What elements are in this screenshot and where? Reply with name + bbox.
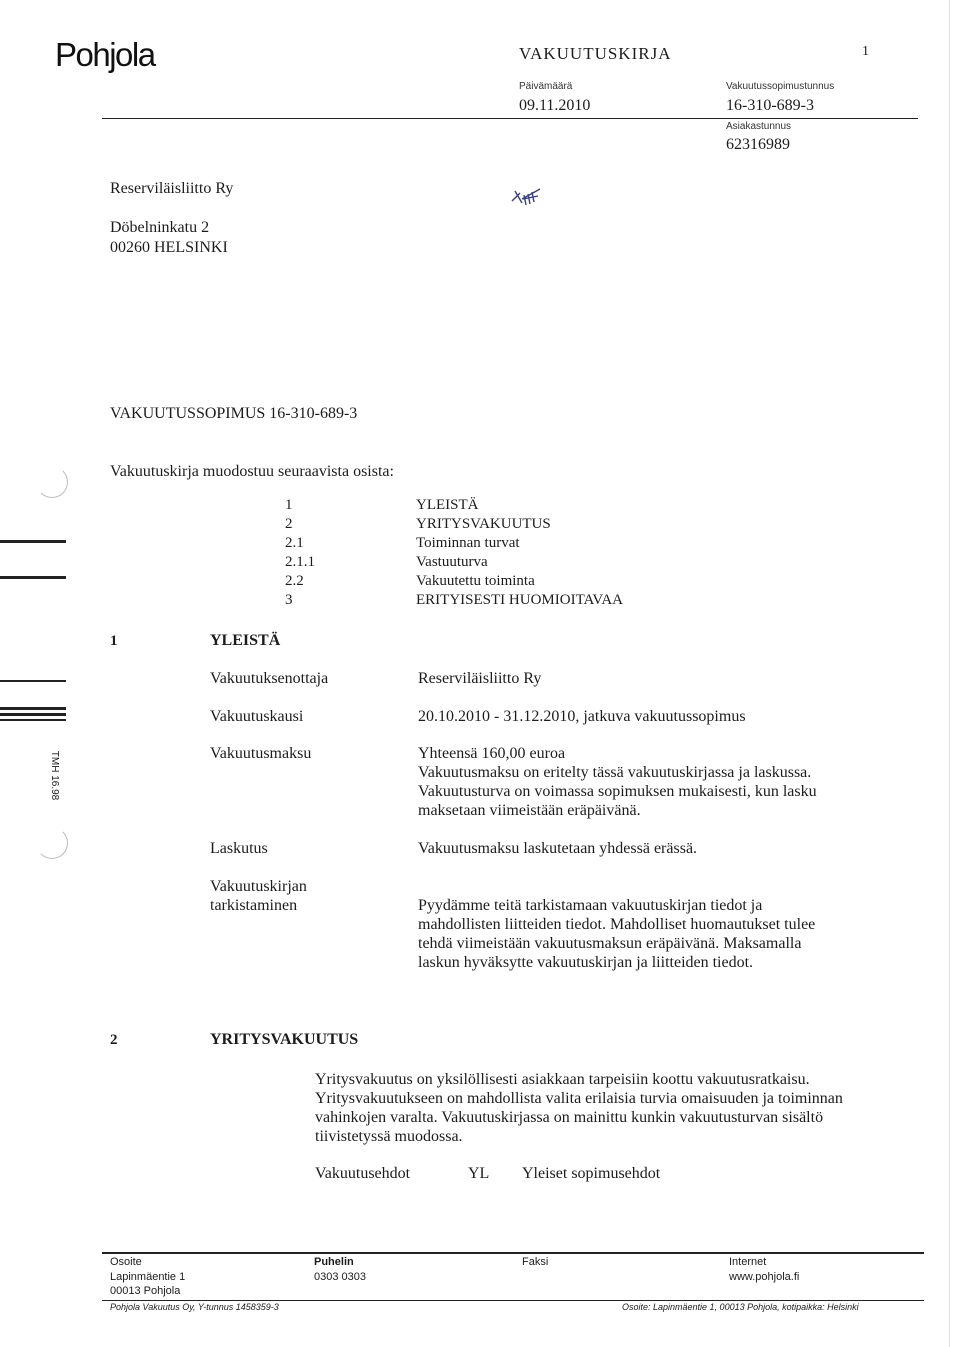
footer-address-label: Osoite xyxy=(110,1256,142,1268)
section2-body-line: tiivistetyssä muodossa. xyxy=(315,1128,463,1145)
check-label: Vakuutuskirjan xyxy=(210,878,307,895)
toc-title: YRITYSVAKUUTUS xyxy=(416,516,551,532)
section2-title: YRITYSVAKUUTUS xyxy=(210,1031,359,1048)
date-value: 09.11.2010 xyxy=(519,97,591,114)
check-label: tarkistaminen xyxy=(210,897,298,914)
recipient-city: 00260 HELSINKI xyxy=(110,239,228,256)
toc-title: Vastuuturva xyxy=(416,554,488,570)
premium-line: Vakuutusmaksu on eritelty tässä vakuutuskirjassa ja laskussa. xyxy=(418,764,812,781)
margin-mark xyxy=(0,576,66,579)
footer-domicile-info: Osoite: Lapinmäentie 1, 00013 Pohjola, kotipaikka: Helsinki xyxy=(622,1302,859,1312)
terms-label: Vakuutusehdot xyxy=(315,1165,411,1182)
contract-id-label: Vakuutussopimustunnus xyxy=(726,81,835,92)
check-line: tehdä viimeistään vakuutusmaksun eräpäivänä. Maksamalla xyxy=(418,935,802,952)
contents-intro: Vakuutuskirja muodostuu seuraavista osista: xyxy=(110,463,394,480)
margin-mark xyxy=(0,719,66,721)
toc-title: ERITYISESTI HUOMIOITAVAA xyxy=(416,592,623,608)
company-logo: Pohjola xyxy=(55,36,155,73)
footer-rule-top xyxy=(102,1252,924,1254)
footer-phone-value: 0303 0303 xyxy=(314,1271,366,1283)
punch-hole xyxy=(36,827,68,859)
header-rule xyxy=(102,118,918,119)
check-line: mahdollisten liitteiden tiedot. Mahdolliset huomautukset tulee xyxy=(418,916,816,933)
toc-num: 3 xyxy=(285,592,293,608)
toc-title: YLEISTÄ xyxy=(416,497,479,513)
contract-heading: VAKUUTUSSOPIMUS 16-310-689-3 xyxy=(110,405,358,422)
page-number: 1 xyxy=(862,44,869,59)
check-line: Pyydämme teitä tarkistamaan vakuutuskirjan tiedot ja xyxy=(418,897,763,914)
policyholder-value: Reserviläisliitto Ry xyxy=(418,670,542,687)
section2-body-line: Yritysvakuutus on yksilöllisesti asiakkaan tarpeisiin koottu vakuutusratkaisu. xyxy=(315,1071,810,1088)
section2-body-line: Yritysvakuutukseen on mahdollista valita erilaisia turvia omaisuuden ja toiminnan xyxy=(315,1090,843,1107)
footer-website-link[interactable]: www.pohjola.fi xyxy=(729,1271,800,1283)
document-type: VAKUUTUSKIRJA xyxy=(519,44,672,63)
check-line: laskun hyväksytte vakuutuskirjan ja liitteiden tiedot. xyxy=(418,954,754,971)
terms-name: Yleiset sopimusehdot xyxy=(522,1165,661,1182)
handwritten-initials xyxy=(510,187,544,209)
margin-mark xyxy=(0,540,66,543)
toc-num: 2 xyxy=(285,516,293,532)
toc-num: 1 xyxy=(285,497,293,513)
margin-mark xyxy=(0,680,66,682)
section1-title: YLEISTÄ xyxy=(210,632,281,649)
insurance-period-value: 20.10.2010 - 31.12.2010, jatkuva vakuutussopimus xyxy=(418,708,746,725)
contract-id-value: 16-310-689-3 xyxy=(726,97,814,114)
date-label: Päivämäärä xyxy=(519,81,573,92)
margin-mark xyxy=(0,713,66,716)
punch-hole xyxy=(36,466,68,498)
footer-fax-label: Faksi xyxy=(522,1256,549,1268)
margin-mark xyxy=(0,707,66,710)
toc-num: 2.1 xyxy=(285,535,304,551)
insurance-period-label: Vakuutuskausi xyxy=(210,708,304,725)
customer-id-label: Asiakastunnus xyxy=(726,121,792,132)
footer-address-line: 00013 Pohjola xyxy=(110,1285,181,1297)
footer-company-info: Pohjola Vakuutus Oy, Y-tunnus 1458359-3 xyxy=(110,1302,279,1312)
billing-value: Vakuutusmaksu laskutetaan yhdessä erässä. xyxy=(418,840,698,857)
toc-title: Toiminnan turvat xyxy=(416,535,520,551)
section2-number: 2 xyxy=(110,1032,118,1048)
toc-title: Vakuutettu toiminta xyxy=(416,573,535,589)
terms-code: YL xyxy=(468,1165,490,1182)
recipient-street: Döbelninkatu 2 xyxy=(110,219,210,236)
premium-line: maksetaan viimeistään eräpäivänä. xyxy=(418,802,641,819)
recipient-name: Reserviläisliitto Ry xyxy=(110,180,234,197)
footer-phone-label: Puhelin xyxy=(314,1256,354,1268)
footer-internet-label: Internet xyxy=(729,1256,767,1268)
premium-line: Yhteensä 160,00 euroa xyxy=(418,745,566,762)
customer-id-value: 62316989 xyxy=(726,136,790,153)
section2-body-line: vahinkojen varalta. Vakuutuskirjassa on mainittu kunkin vakuutusturvan sisältö xyxy=(315,1109,824,1126)
toc-num: 2.1.1 xyxy=(285,554,315,570)
scan-edge xyxy=(949,0,950,1347)
premium-line: Vakuutusturva on voimassa sopimuksen mukaisesti, kun lasku xyxy=(418,783,817,800)
billing-label: Laskutus xyxy=(210,840,268,857)
footer-address-line: Lapinmäentie 1 xyxy=(110,1271,186,1283)
side-code: TMH 16.98 xyxy=(49,750,61,801)
section1-number: 1 xyxy=(110,633,118,649)
footer-rule-bottom xyxy=(102,1300,924,1301)
premium-label: Vakuutusmaksu xyxy=(210,745,312,762)
toc-num: 2.2 xyxy=(285,573,304,589)
policyholder-label: Vakuutuksenottaja xyxy=(210,670,329,687)
